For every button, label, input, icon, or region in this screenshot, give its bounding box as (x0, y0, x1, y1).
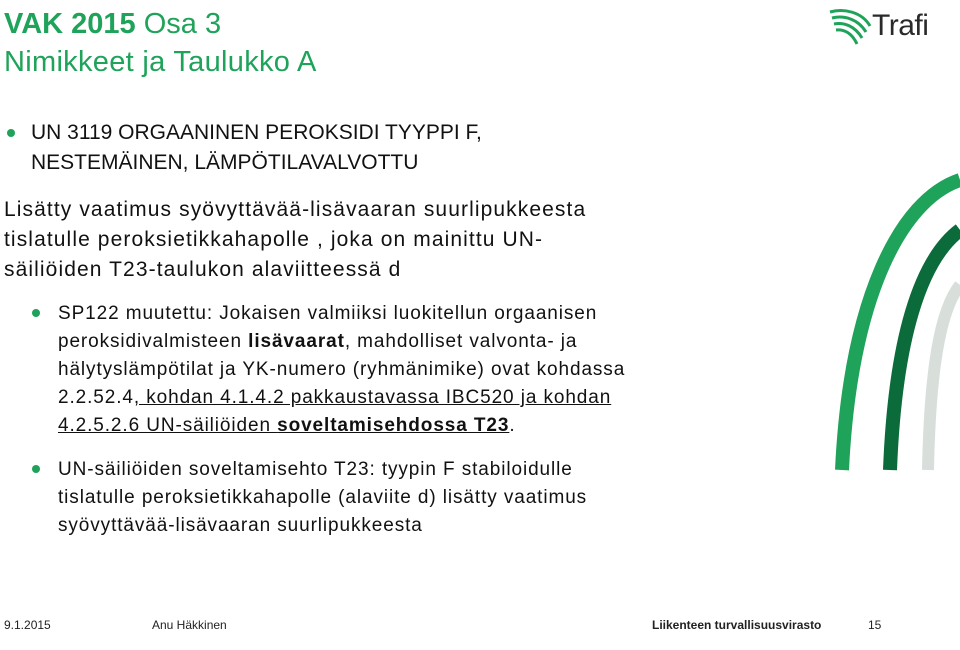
trafi-logo (828, 4, 946, 52)
bullet2-line3: hälytyslämpötilat ja YK-numero (ryhmänimike) ovat kohdassa (58, 359, 626, 380)
bullet-item-3 (58, 456, 587, 540)
bullet3-line1: UN-säiliöiden soveltamisehto T23: tyypin F stabiloidulle (58, 459, 573, 480)
bullet3-line3: syövyttävää-lisävaaran suurlipukkeesta (58, 515, 423, 536)
bullet2-line2b: , mahdolliset valvonta- ja (344, 331, 578, 352)
bullet1-line1: UN 3119 ORGAANINEN PEROKSIDI TYYPPI F, (31, 121, 482, 144)
bullet-icon (7, 129, 15, 137)
paragraph (4, 195, 586, 285)
bullet2-line1: SP122 muutettu: Jokaisen valmiiksi luokitellun orgaanisen (58, 303, 598, 324)
paragraph-line1: Lisätty vaatimus syövyttävää-lisävaaran suurlipukkeesta (4, 198, 587, 221)
bullet-icon (32, 309, 40, 317)
page-subtitle: Nimikkeet ja Taulukko A (4, 46, 317, 78)
bullet3-line2: tislatulle peroksietikkahapolle (alaviite d) lisätty vaatimus (58, 487, 588, 508)
bullet2-line2-bold: lisävaarat (248, 331, 345, 352)
footer-organization: Liikenteen turvallisuusvirasto (652, 618, 822, 632)
footer-date: 9.1.2015 (4, 618, 51, 632)
title-prefix: VAK 2015 (4, 8, 136, 40)
bullet2-line4a: 2.2.52.4 (58, 387, 134, 408)
footer-page-number: 15 (868, 618, 882, 632)
bullet-item-2 (58, 300, 625, 440)
bullet2-line5-bold: soveltamisehdossa T23 (277, 415, 510, 436)
trafi-swoosh-icon (828, 4, 874, 52)
paragraph-line2: tislatulle peroksietikkahapolle , joka on mainittu UN- (4, 228, 544, 251)
bullet-icon (32, 465, 40, 473)
bullet1-line2: NESTEMÄINEN, LÄMPÖTILAVALVOTTU (31, 151, 419, 174)
page-title (4, 6, 221, 42)
title-rest: Osa 3 (135, 8, 222, 40)
bullet2-line5-underlined: 4.2.5.2.6 UN-säiliöiden (58, 415, 278, 436)
bullet2-line4-underlined: , kohdan 4.1.4.2 pakkaustavassa IBC520 ja kohdan (133, 387, 612, 408)
bullet2-line2a: peroksidivalmisteen (58, 331, 249, 352)
footer-author: Anu Häkkinen (152, 618, 227, 632)
paragraph-line3: säiliöiden T23-taulukon alaviitteessä d (4, 258, 402, 281)
bullet2-line5-end: . (509, 415, 516, 436)
logo-text: Trafi (872, 9, 929, 42)
